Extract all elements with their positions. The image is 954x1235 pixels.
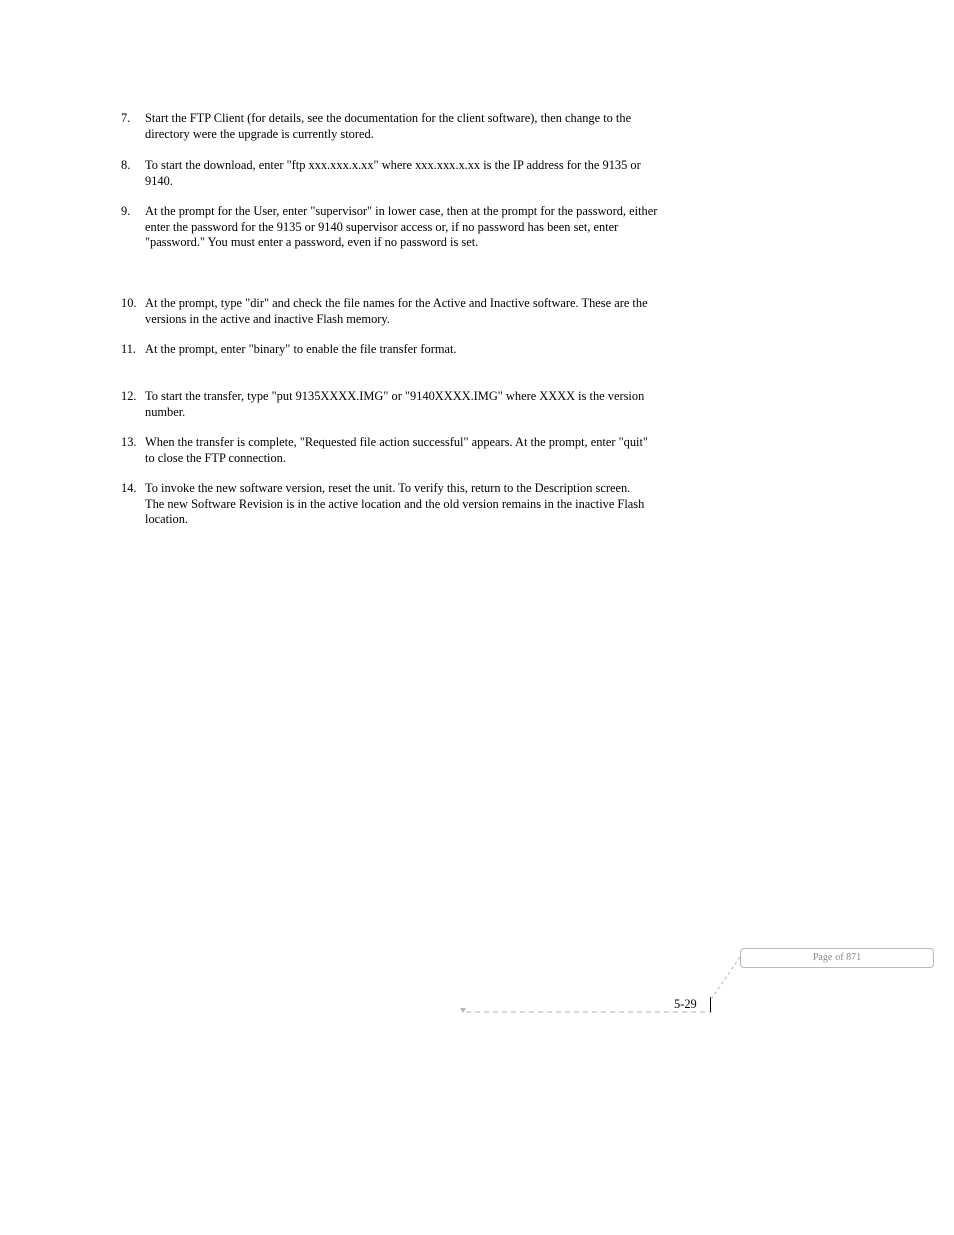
step-text (145, 111, 711, 142)
step-text (145, 481, 711, 528)
step-text-line: versions in the active and inactive Flash memory. (145, 311, 390, 326)
step-number: 11. (121, 342, 137, 356)
step-text-line: Start the FTP Client (for details, see the documentation for the client software), then change to the (145, 111, 632, 125)
step-number: 14. (121, 481, 137, 495)
step-text-line: location. (145, 512, 189, 527)
step-text-line: directory were the upgrade is currently stored. (145, 126, 374, 141)
step-text-line: At the prompt, type "dir" and check the file names for the Active and Inactive software. These are the (145, 296, 648, 310)
step-text-line: At the prompt, enter "binary" to enable the file transfer format. (145, 342, 457, 356)
step-text-line: To start the transfer, type "put 9135XXXX.IMG" or "9140XXXX.IMG" where XXXX is the version (145, 389, 645, 403)
step-text-line: At the prompt for the User, enter "supervisor" in lower case, then at the prompt for the password, either (145, 204, 658, 218)
step-number: 12. (121, 389, 137, 403)
step-text-line: number. (145, 404, 186, 419)
step-number: 7. (121, 111, 131, 125)
step-number: 8. (121, 158, 131, 172)
step-text-line: 9140. (145, 173, 173, 188)
step-text-line: enter the password for the 9135 or 9140 supervisor access or, if no password has been set, enter (145, 219, 619, 234)
step-text (145, 435, 711, 466)
page-total: of 871 (835, 952, 862, 963)
step-number: 9. (121, 204, 131, 218)
change-bar (710, 997, 711, 1012)
step-text (145, 296, 711, 327)
step-text-line: To invoke the new software version, reset the unit. To verify this, return to the Description screen. (145, 481, 631, 495)
step-text-line: To start the download, enter "ftp xxx.xxx.x.xx" where xxx.xxx.x.xx is the IP address for the 9135 or (145, 158, 641, 172)
step-text-line: "password." You must enter a password, even if no password is set. (145, 235, 479, 250)
page-indicator-box (740, 948, 934, 968)
step-text-line: to close the FTP connection. (145, 450, 286, 465)
step-text-line: The new Software Revision is in the active location and the old version remains in the inactive Flash (145, 496, 645, 511)
step-text (145, 389, 711, 420)
step-text (145, 158, 711, 189)
page-number: 5-29 (674, 997, 697, 1011)
step-number: 10. (121, 296, 137, 310)
diagonal-leader-line (712, 957, 740, 998)
step-text (145, 342, 711, 358)
step-text (145, 204, 711, 251)
triangle-marker-icon (460, 1008, 466, 1013)
page-label: Page (812, 952, 833, 963)
step-number: 13. (121, 435, 137, 449)
step-text-line: When the transfer is complete, "Requested file action successful" appears. At the prompt, enter "quit" (145, 435, 648, 449)
